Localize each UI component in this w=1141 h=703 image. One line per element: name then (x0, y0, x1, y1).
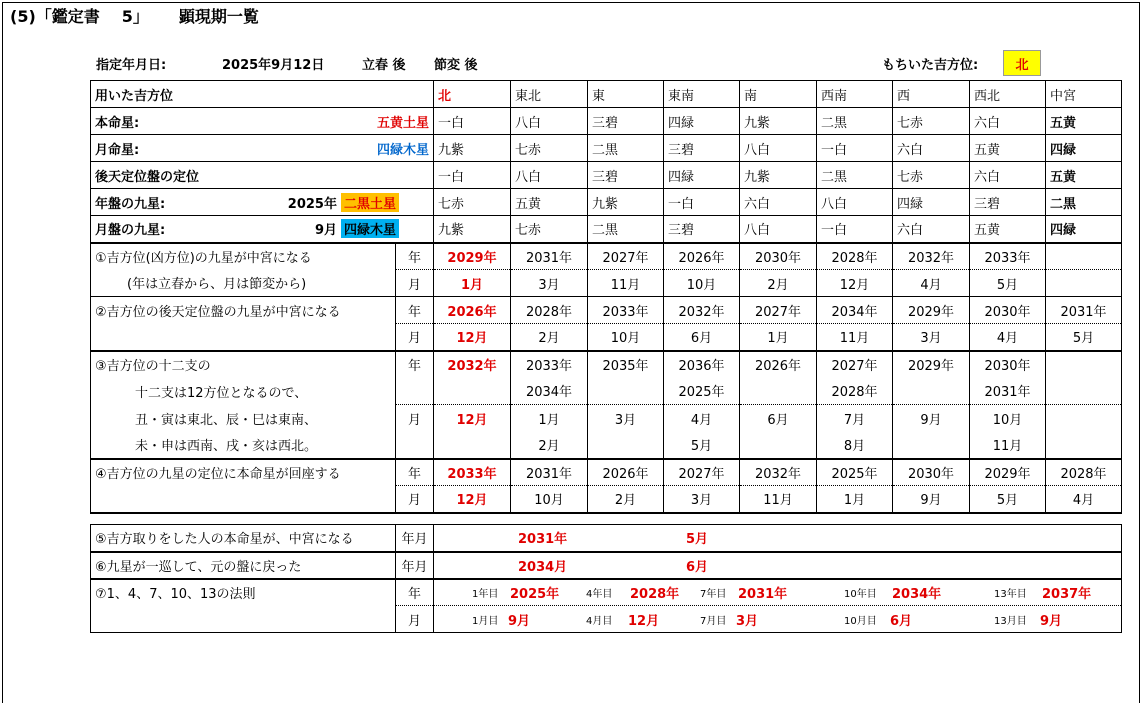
table-row (91, 579, 1122, 606)
rule-value: 1月 (511, 405, 588, 432)
rule-value: 6月 (890, 613, 913, 629)
rule-value: 2030年 (740, 243, 817, 270)
koten-cell: 五黄 (1046, 162, 1122, 189)
rule-value: 2029年 (893, 297, 970, 324)
rule-value: 2026年 (664, 243, 740, 270)
table-row (91, 552, 1122, 579)
rule-value: 2032年 (664, 297, 740, 324)
getsumei-label (91, 135, 434, 162)
rule-label (91, 486, 396, 513)
rule-value: 11月 (740, 486, 817, 513)
ordinal-label: 1年目 (472, 588, 499, 600)
honmei-cell: 九紫 (740, 108, 817, 135)
table-row (91, 525, 1122, 552)
rule-value: 1月 (817, 486, 893, 513)
rule-value: 9月 (1040, 613, 1063, 629)
direction-cell: 北 (434, 81, 511, 108)
getsumei-cell: 四緑 (1046, 135, 1122, 162)
table-row (91, 405, 1122, 432)
rule-value (434, 432, 511, 459)
directions-label: 用いた吉方位 (91, 81, 434, 108)
rule-value: 2027年 (817, 351, 893, 378)
rule-value: 2031年 (1046, 297, 1122, 324)
date-value: 2025年9月12日 (222, 58, 325, 73)
ordinal-label: 7月目 (700, 615, 727, 627)
direction-cell: 東 (588, 81, 664, 108)
rule-value: 2034月 (518, 559, 568, 575)
honmei-cell: 六白 (970, 108, 1046, 135)
rule-value: 9月 (893, 486, 970, 513)
rule-unit (396, 378, 434, 405)
getsumei-cell: 七赤 (511, 135, 588, 162)
table-row (91, 135, 1122, 162)
rule-value: 2月 (740, 270, 817, 297)
rule-label: ④吉方位の九星の定位に本命星が回座する (91, 459, 396, 486)
season-sekihen: 節変 後 (434, 58, 478, 73)
rule-value (1046, 432, 1122, 459)
getsuban-label (91, 216, 434, 243)
rule-value (893, 432, 970, 459)
rule-label: ③吉方位の十二支の (91, 351, 396, 378)
nenban-cell: 七赤 (434, 189, 511, 216)
rule-unit: 年 (396, 351, 434, 378)
table-row (91, 162, 1122, 189)
rule-value: 10月 (511, 486, 588, 513)
rule-value: 2036年 (664, 351, 740, 378)
date-label: 指定年月日: (96, 58, 167, 73)
rule-label (91, 606, 396, 633)
rule-value: 3月 (588, 405, 664, 432)
rule-value (740, 432, 817, 459)
nenban-cell: 五黄 (511, 189, 588, 216)
nenban-cell: 三碧 (970, 189, 1046, 216)
rule-unit: 年月 (396, 525, 434, 552)
direction-cell: 東南 (664, 81, 740, 108)
getsuban-cell: 三碧 (664, 216, 740, 243)
nenban-label (91, 189, 434, 216)
rules-table (90, 524, 1122, 633)
rule-value: 9月 (893, 405, 970, 432)
rule-unit: 月 (396, 324, 434, 351)
rule-value: 2030年 (893, 459, 970, 486)
getsumei-cell: 五黄 (970, 135, 1046, 162)
ordinal-label: 10年目 (844, 588, 877, 600)
rule-value: 2028年 (817, 243, 893, 270)
table-row (91, 378, 1122, 405)
title-part1: (5)「鑑定書 (10, 7, 100, 26)
honmei-cell: 八白 (511, 108, 588, 135)
rule-value: 5月 (970, 270, 1046, 297)
rule-value: 12月 (628, 613, 660, 629)
rule-value: 2025年 (664, 378, 740, 405)
table-row (91, 324, 1122, 351)
rule-value: 2032年 (434, 351, 511, 378)
ordinal-label: 13月目 (994, 615, 1027, 627)
rule-value: 2月 (588, 486, 664, 513)
rule-value: 2026年 (588, 459, 664, 486)
rule-label: ⑦1、4、7、10、13の法則 (91, 579, 396, 606)
rule-value: 2034年 (511, 378, 588, 405)
rule-value (434, 378, 511, 405)
rule-value: 4月 (893, 270, 970, 297)
rule-value: 2月 (511, 432, 588, 459)
table-row (91, 351, 1122, 378)
nenban-cell: 九紫 (588, 189, 664, 216)
honmei-cell: 五黄 (1046, 108, 1122, 135)
rule-value: 9月 (508, 613, 531, 629)
rule-value: 2026年 (740, 351, 817, 378)
nenban-cell: 六白 (740, 189, 817, 216)
rule-value: 2031年 (518, 532, 568, 548)
direction-cell: 西 (893, 81, 970, 108)
rule-value: 2029年 (893, 351, 970, 378)
table-row (91, 243, 1122, 270)
title-part3: 顕現期一覧 (178, 7, 259, 26)
rule-content (434, 579, 1122, 606)
rule-value (1046, 270, 1122, 297)
getsumei-star: 四緑木星 (376, 142, 429, 158)
ordinal-label: 4月目 (586, 615, 613, 627)
rule-unit: 年月 (396, 552, 434, 579)
rule-unit: 月 (396, 486, 434, 513)
rule-value: 11月 (970, 432, 1046, 459)
direction-cell: 中宮 (1046, 81, 1122, 108)
rule-value: 4月 (970, 324, 1046, 351)
direction-cell: 西南 (817, 81, 893, 108)
rule-value: 1月 (434, 270, 511, 297)
rule-value (1046, 243, 1122, 270)
getsuban-cell: 五黄 (970, 216, 1046, 243)
rule-value: 2026年 (434, 297, 511, 324)
rule-label: ⑤吉方取りをした人の本命星が、中宮になる (91, 525, 396, 552)
rule-value (588, 432, 664, 459)
rule-unit: 年 (396, 297, 434, 324)
rule-value (588, 378, 664, 405)
rule-value (740, 378, 817, 405)
rule-value: 11月 (588, 270, 664, 297)
rule-value (1046, 378, 1122, 405)
rule-label: 丑・寅は東北、辰・巳は東南、 (91, 405, 396, 432)
table-row (91, 297, 1122, 324)
getsuban-cell: 八白 (740, 216, 817, 243)
rule-value: 2028年 (1046, 459, 1122, 486)
season-risshun: 立春 後 (362, 58, 406, 73)
getsumei-cell: 八白 (740, 135, 817, 162)
rule-label: ①吉方位(凶方位)の九星が中宮になる (91, 243, 396, 270)
rule-value: 2027年 (664, 459, 740, 486)
rule-value: 2032年 (740, 459, 817, 486)
rule-value: 5月 (1046, 324, 1122, 351)
rule-content (434, 552, 1122, 579)
rule-value: 8月 (817, 432, 893, 459)
rule-value: 2033年 (970, 243, 1046, 270)
rule-value: 6月 (740, 405, 817, 432)
rule-value: 2030年 (970, 351, 1046, 378)
rule-label: 未・申は西南、戌・亥は西北。 (91, 432, 396, 459)
direction-cell: 西北 (970, 81, 1046, 108)
rule-value: 3月 (893, 324, 970, 351)
rule-value: 2029年 (434, 243, 511, 270)
table-row (91, 432, 1122, 459)
nenban-label-text: 年盤の九星: (95, 196, 166, 212)
rule-value: 4月 (664, 405, 740, 432)
koten-cell: 一白 (434, 162, 511, 189)
rule-value: 3月 (664, 486, 740, 513)
rule-value: 2030年 (970, 297, 1046, 324)
rule-value: 2035年 (588, 351, 664, 378)
rule-value: 3月 (511, 270, 588, 297)
direction-cell: 東北 (511, 81, 588, 108)
table-row (91, 216, 1122, 243)
table-row (91, 459, 1122, 486)
table-row (91, 189, 1122, 216)
rule-value: 6月 (664, 324, 740, 351)
getsuban-cell: 七赤 (511, 216, 588, 243)
rule-value (1046, 405, 1122, 432)
ordinal-label: 10月目 (844, 615, 877, 627)
honmei-cell: 二黒 (817, 108, 893, 135)
used-direction-label: もちいた吉方位: (882, 58, 979, 73)
koten-label: 後天定位盤の定位 (91, 162, 434, 189)
koten-cell: 二黒 (817, 162, 893, 189)
rule-value: 10月 (664, 270, 740, 297)
rule-unit (396, 432, 434, 459)
direction-cell: 南 (740, 81, 817, 108)
nenban-cell: 八白 (817, 189, 893, 216)
rule-value (893, 378, 970, 405)
getsuban-cell: 四緑 (1046, 216, 1122, 243)
table-row (91, 486, 1122, 513)
rule-unit: 月 (396, 270, 434, 297)
rule-value: 2028年 (511, 297, 588, 324)
rule-value: 11月 (817, 324, 893, 351)
rule-label: 十二支は12方位となるので、 (91, 378, 396, 405)
rule-value: 2028年 (817, 378, 893, 405)
ordinal-label: 13年目 (994, 588, 1027, 600)
table-row (91, 81, 1122, 108)
honmei-label (91, 108, 434, 135)
rule-value: 2033年 (511, 351, 588, 378)
getsumei-cell: 九紫 (434, 135, 511, 162)
rule-value: 10月 (970, 405, 1046, 432)
honmei-star: 五黄土星 (376, 115, 429, 131)
rule-label: ⑥九星が一巡して、元の盤に戻った (91, 552, 396, 579)
rule-value: 2033年 (588, 297, 664, 324)
getsuban-cell: 九紫 (434, 216, 511, 243)
koten-cell: 八白 (511, 162, 588, 189)
getsumei-cell: 一白 (817, 135, 893, 162)
honmei-label-text: 本命星: (95, 115, 140, 131)
getsumei-cell: 二黒 (588, 135, 664, 162)
rule-value: 2027年 (588, 243, 664, 270)
table-row (91, 108, 1122, 135)
rule-label (91, 324, 396, 351)
honmei-cell: 三碧 (588, 108, 664, 135)
ordinal-label: 7年目 (700, 588, 727, 600)
rule-value: 2029年 (970, 459, 1046, 486)
rule-value: 2031年 (511, 459, 588, 486)
rule-value: 2034年 (892, 586, 942, 602)
nenban-cell: 四緑 (893, 189, 970, 216)
rule-value: 2037年 (1042, 586, 1092, 602)
rule-unit: 月 (396, 405, 434, 432)
rule-value: 2034年 (817, 297, 893, 324)
koten-cell: 三碧 (588, 162, 664, 189)
used-direction-value: 北 (1003, 50, 1041, 76)
rule-value: 10月 (588, 324, 664, 351)
getsumei-cell: 三碧 (664, 135, 740, 162)
rule-value (1046, 351, 1122, 378)
koten-cell: 七赤 (893, 162, 970, 189)
rule-value: 5月 (686, 532, 709, 548)
rule-unit: 年 (396, 459, 434, 486)
page-title (10, 4, 259, 27)
rule-value: 2025年 (817, 459, 893, 486)
getsuban-star: 9月 四緑木星 (315, 216, 429, 242)
rule-value: 3月 (736, 613, 759, 629)
koten-cell: 六白 (970, 162, 1046, 189)
rule-value: 5月 (664, 432, 740, 459)
rule-value: 12月 (817, 270, 893, 297)
honmei-cell: 四緑 (664, 108, 740, 135)
rule-value: 1月 (740, 324, 817, 351)
rule-unit: 年 (396, 579, 434, 606)
rule-value: 6月 (686, 559, 709, 575)
ordinal-label: 4年目 (586, 588, 613, 600)
table-row (91, 606, 1122, 633)
nenban-star: 2025年 二黒土星 (288, 189, 429, 215)
rule-value: 2025年 (510, 586, 560, 602)
getsuban-cell: 二黒 (588, 216, 664, 243)
honmei-cell: 一白 (434, 108, 511, 135)
honmei-cell: 七赤 (893, 108, 970, 135)
rule-value: 7月 (817, 405, 893, 432)
rule-content (434, 606, 1122, 633)
getsuban-cell: 一白 (817, 216, 893, 243)
rule-value: 2031年 (970, 378, 1046, 405)
getsuban-cell: 六白 (893, 216, 970, 243)
rule-label: ②吉方位の後天定位盤の九星が中宮になる (91, 297, 396, 324)
kantei-table (90, 80, 1122, 514)
nenban-cell: 二黒 (1046, 189, 1122, 216)
rule-unit: 年 (396, 243, 434, 270)
rule-value: 2031年 (511, 243, 588, 270)
rule-content (434, 525, 1122, 552)
rule-value: 4月 (1046, 486, 1122, 513)
title-part2: 5」 (121, 7, 149, 26)
rule-value: 12月 (434, 486, 511, 513)
koten-cell: 九紫 (740, 162, 817, 189)
rule-value: 2031年 (738, 586, 788, 602)
getsuban-label-text: 月盤の九星: (95, 223, 166, 239)
rule-value: 2033年 (434, 459, 511, 486)
table-row (91, 270, 1122, 297)
rule-unit: 月 (396, 606, 434, 633)
rule-value: 2032年 (893, 243, 970, 270)
rule-value: 12月 (434, 324, 511, 351)
ordinal-label: 1月目 (472, 615, 499, 627)
rule-value: 2月 (511, 324, 588, 351)
rule-value: 2027年 (740, 297, 817, 324)
getsumei-label-text: 月命星: (95, 142, 140, 158)
rule-value: 5月 (970, 486, 1046, 513)
nenban-cell: 一白 (664, 189, 740, 216)
rule-value: 12月 (434, 405, 511, 432)
rule-label: (年は立春から、月は節変から) (91, 270, 396, 297)
koten-cell: 四緑 (664, 162, 740, 189)
rule-value: 2028年 (630, 586, 680, 602)
getsumei-cell: 六白 (893, 135, 970, 162)
